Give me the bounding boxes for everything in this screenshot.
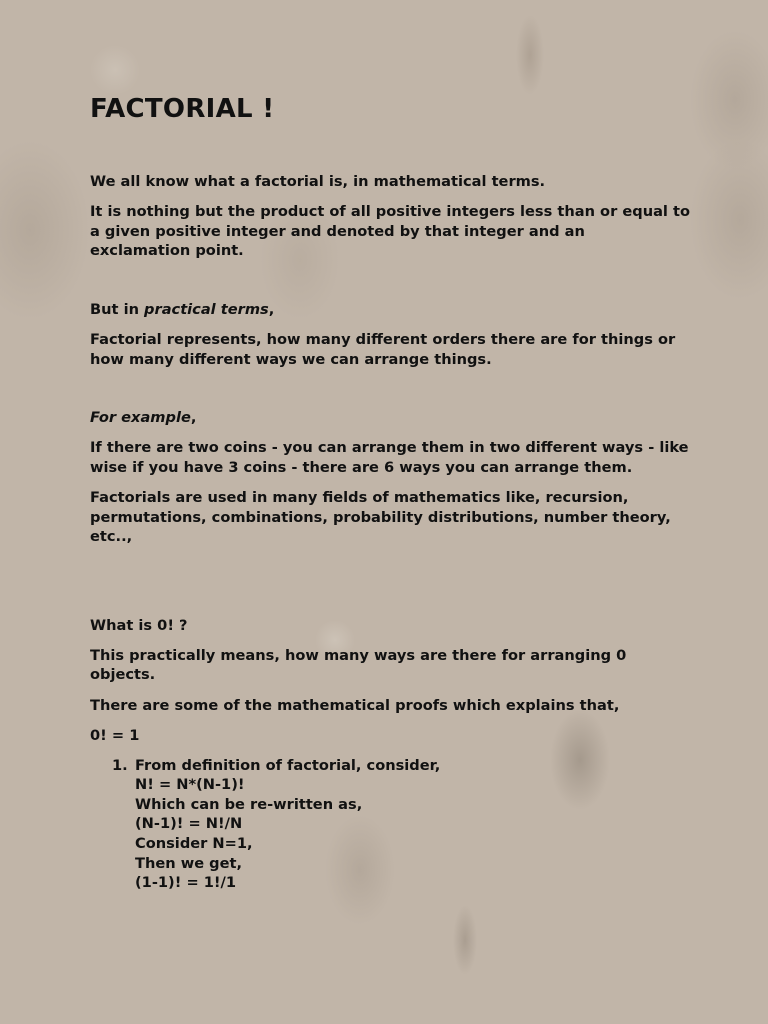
definition-paragraph: It is nothing but the product of all positive integers less than or equal to a given positive integer and denoted by that integer and an exclamation point.: [90, 203, 691, 260]
proof-step-line: N! = N*(N-1)!: [135, 776, 245, 794]
proof-step-line: Then we get,: [135, 854, 243, 872]
example-paragraph: If there are two coins - you can arrange them in two different ways - like wise if you have 3 coins - there are 6 ways you can arrange them.: [90, 439, 689, 476]
practical-heading: [90, 300, 690, 320]
usage-paragraph: Factorials are used in many fields of mathematics like, recursion, permutations, combinations, probability distributions, number theory, etc..,: [90, 488, 671, 546]
example-heading: [90, 408, 690, 428]
proof-step-line: From definition of factorial, consider,: [135, 756, 441, 774]
zero-factorial-question: What is 0! ?: [90, 616, 188, 634]
proofs-intro-paragraph: There are some of the mathematical proofs which explains that,: [90, 696, 620, 714]
example-suffix: ,: [190, 409, 197, 427]
practical-terms-emphasis: practical terms: [144, 300, 269, 318]
document-page: [90, 92, 690, 893]
proof-step-line: Consider N=1,: [135, 835, 253, 853]
proof-step-1: [112, 756, 690, 893]
zero-result: 0! = 1: [90, 726, 140, 744]
practical-prefix: But in: [90, 300, 145, 318]
proof-step-number: 1.: [112, 756, 128, 774]
proof-step-line: (N-1)! = N!/N: [135, 815, 243, 833]
practical-description: Factorial represents, how many different orders there are for things or how many different ways we can arrange things.: [90, 330, 676, 368]
practical-suffix: ,: [268, 300, 275, 318]
proof-step-line: (1-1)! = 1!/1: [135, 874, 237, 892]
example-emphasis: For example: [90, 409, 191, 427]
proof-steps-list: [90, 756, 690, 893]
document-title: FACTORIAL !: [90, 94, 275, 124]
zero-meaning-paragraph: This practically means, how many ways are there for arranging 0 objects.: [90, 646, 627, 684]
intro-paragraph: We all know what a factorial is, in mathematical terms.: [90, 173, 546, 190]
proof-step-line: Which can be re-written as,: [135, 795, 363, 813]
